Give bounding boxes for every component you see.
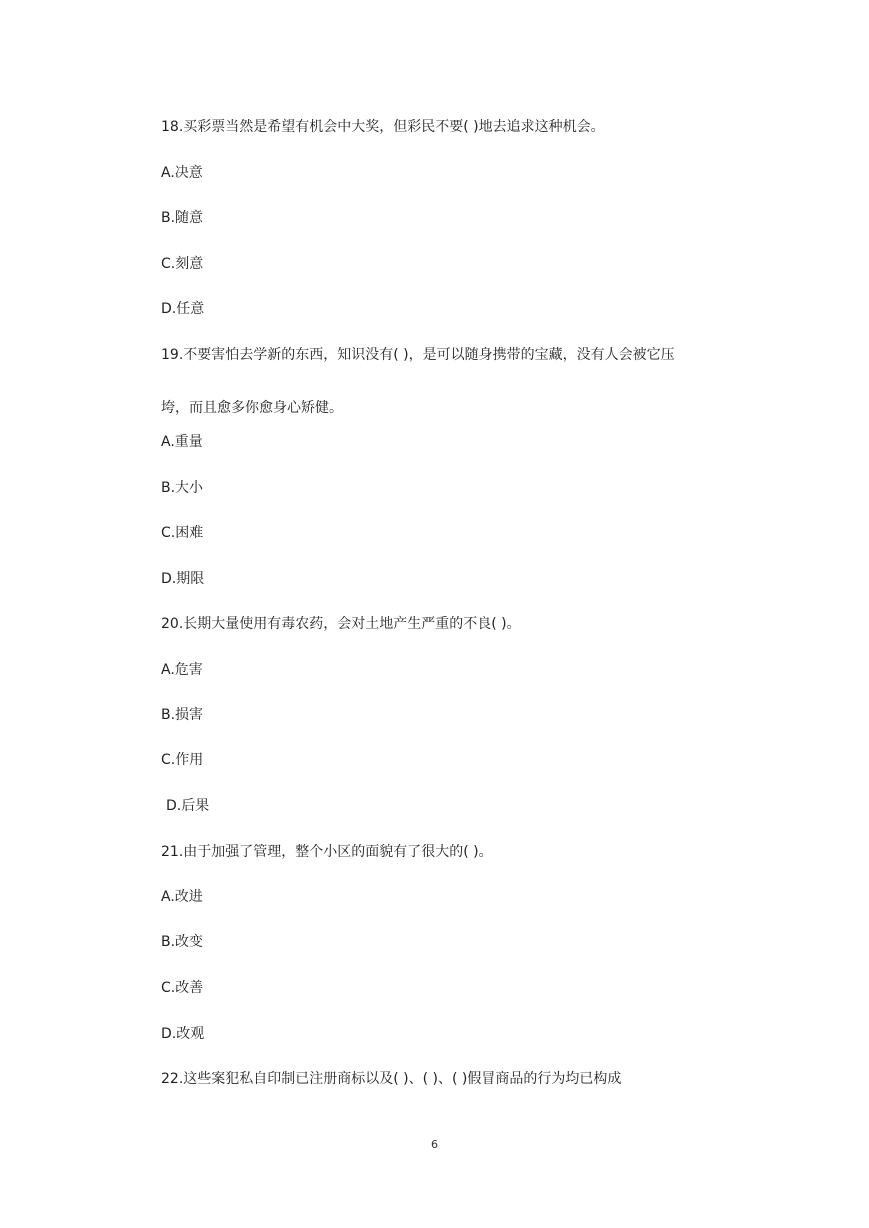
page-number: 6 bbox=[431, 1138, 438, 1151]
question-18-option-a: A.决意 bbox=[161, 165, 203, 181]
question-18-option-d: D.任意 bbox=[161, 301, 205, 317]
question-19-stem-line2: 垮，而且愈多你愈身心矫健。 bbox=[161, 400, 343, 416]
question-19-stem-line1: 19.不要害怕去学新的东西，知识没有( )，是可以随身携带的宝藏，没有人会被它压 bbox=[161, 347, 675, 363]
question-18-option-b: B.随意 bbox=[161, 210, 204, 226]
question-18-stem: 18.买彩票当然是希望有机会中大奖，但彩民不要( )地去追求这种机会。 bbox=[161, 119, 605, 135]
question-19-option-c: C.困难 bbox=[161, 525, 204, 541]
question-19-option-d: D.期限 bbox=[161, 571, 205, 587]
question-20-option-c: C.作用 bbox=[161, 752, 204, 768]
question-21-option-b: B.改变 bbox=[161, 934, 204, 950]
question-19-option-a: A.重量 bbox=[161, 434, 203, 450]
question-22-stem: 22.这些案犯私自印制已注册商标以及( )、( )、( )假冒商品的行为均已构成 bbox=[161, 1071, 622, 1087]
question-20-option-b: B.损害 bbox=[161, 707, 204, 723]
question-21-option-c: C.改善 bbox=[161, 980, 204, 996]
question-20-stem: 20.长期大量使用有毒农药，会对土地产生严重的不良( )。 bbox=[161, 616, 521, 632]
question-21-stem: 21.由于加强了管理，整个小区的面貌有了很大的( )。 bbox=[161, 844, 493, 860]
question-21-option-a: A.改进 bbox=[161, 889, 203, 905]
question-18-option-c: C.刻意 bbox=[161, 256, 204, 272]
question-19-option-b: B.大小 bbox=[161, 480, 204, 496]
question-21-option-d: D.改观 bbox=[161, 1026, 205, 1042]
question-20-option-d: D.后果 bbox=[166, 798, 210, 814]
question-20-option-a: A.危害 bbox=[161, 662, 203, 678]
